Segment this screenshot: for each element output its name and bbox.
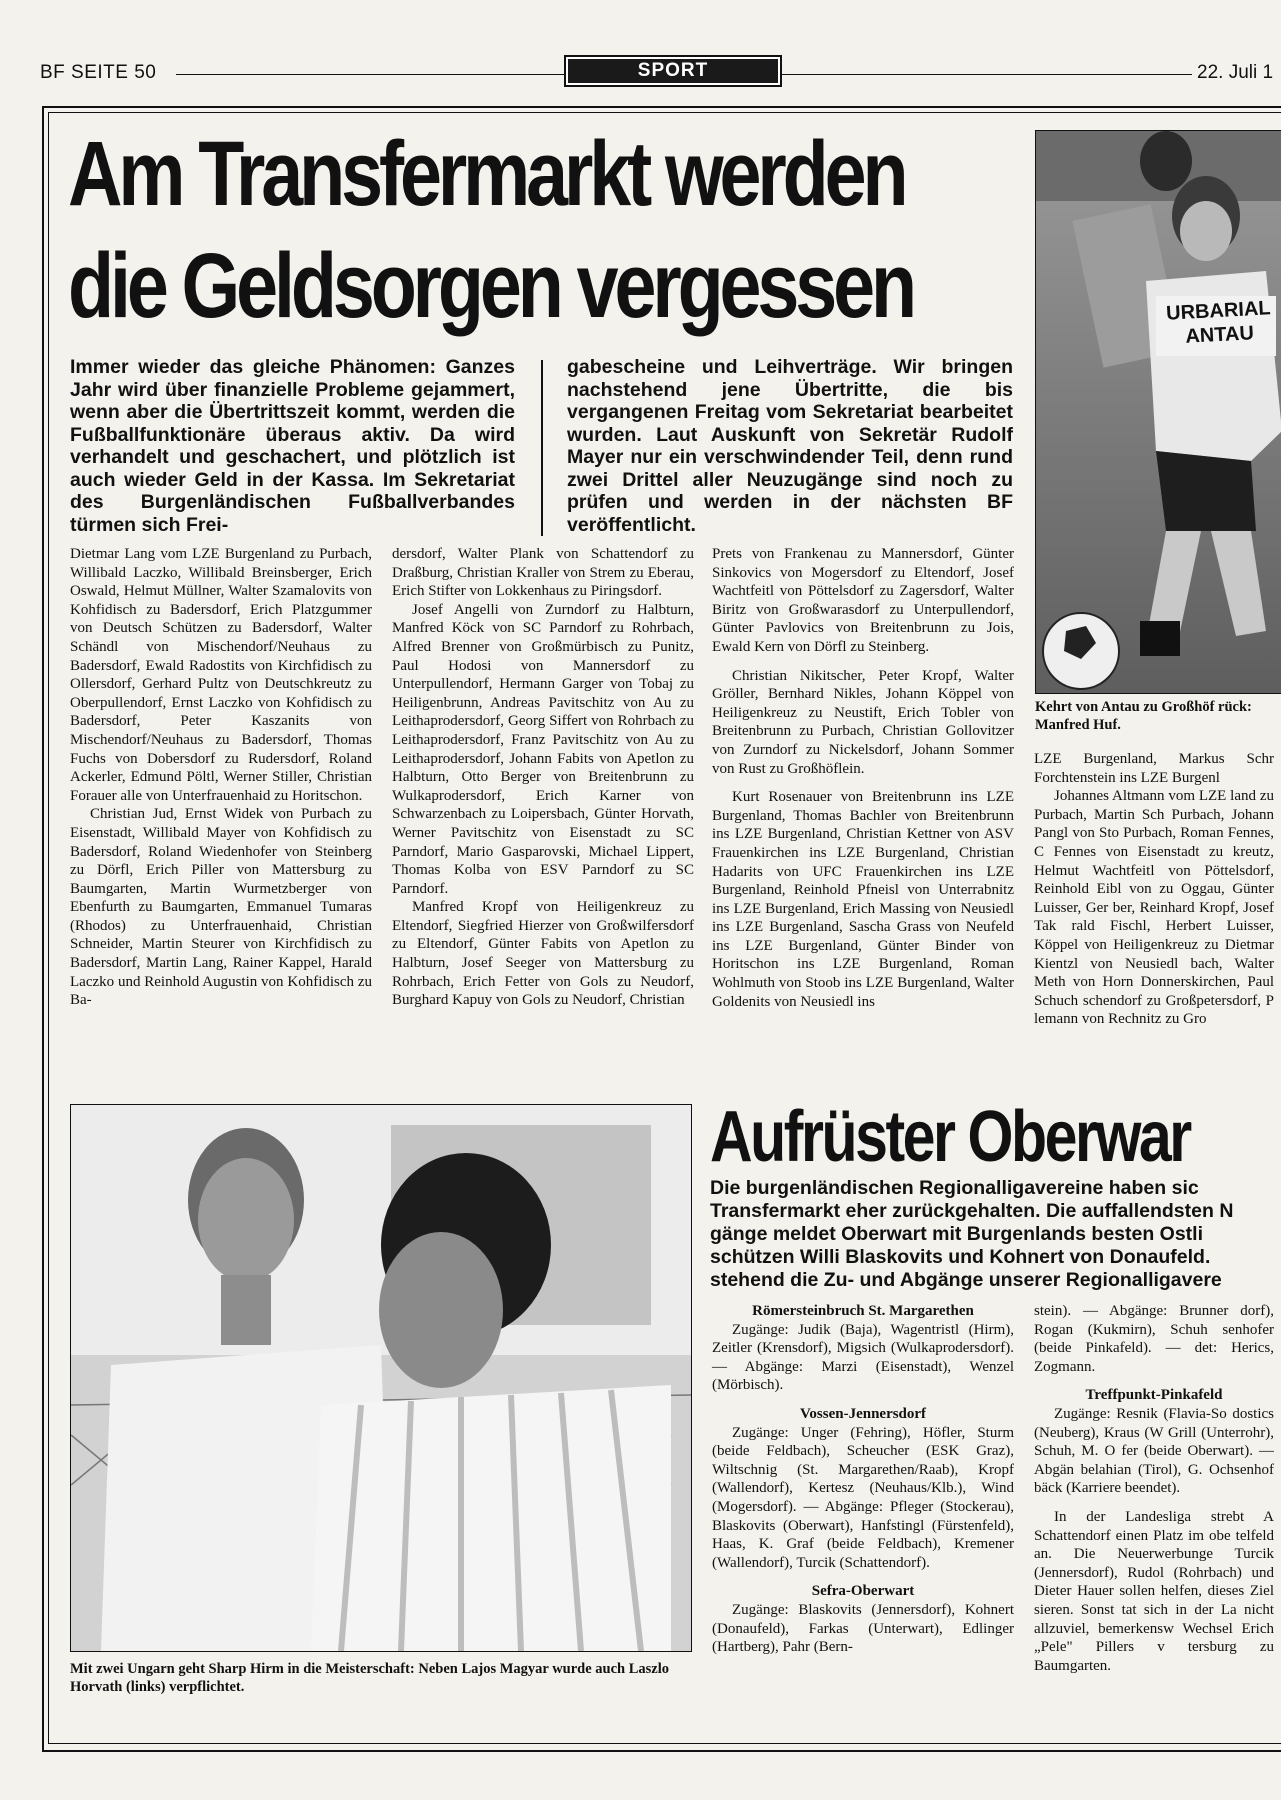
sub-headline: Aufrüster Oberwar bbox=[710, 1097, 1190, 1177]
headline-line-1: Am Transfermarkt werden bbox=[68, 123, 905, 225]
lead-paragraph-right: gabescheine und Leihverträge. Wir bringen nachstehend jene Übertritte, die bis vergangenen Freitag vom Sekretariat bearbeitet wurden. Laut Auskunft von Sekretär Rudolf Mayer nur ein verschwindender Teil, denn rund zwei Drittel aller Neuzugänge sind noch zu prüfen und werden in der nächsten BF veröffentlicht. bbox=[567, 356, 1013, 536]
player-photo-caption: Kehrt von Antau zu Großhöf rück: Manfred Huf. bbox=[1035, 699, 1252, 733]
paragraph: Kurt Rosenauer von Breitenbrunn ins LZE Burgenland, Thomas Bachler von Breitenbrunn ins LZE Burgenland, Christian Kettner von ASV Frauenkirchen ins LZE Burgenland, Christian Hadarits von UFC Frauenkirchen ins LZE Burgenland, Reinhold Pfneisl von Unterrabnitz ins LZE Burgenland, Erich Massing von Neusiedl ins LZE Burgenland, Sascha Grass von Neufeld ins LZE Burgenland, Günter Binder von Horitschon ins LZE Burgenland, Roman Wohlmuth von Stoob ins LZE Burgenland, Walter Goldenits von Neusiedl ins bbox=[712, 789, 1014, 1010]
paragraph: LZE Burgenland, Markus Schr Forchtenstein ins LZE Burgenl bbox=[1034, 751, 1274, 786]
club-heading: Römersteinbruch St. Margarethen bbox=[752, 1303, 974, 1319]
header-rule-right bbox=[782, 74, 1192, 75]
jersey-print: URBARIAL ANTAU bbox=[1165, 297, 1272, 348]
sub-lead-line: Transfermarkt eher zurückgehalten. Die auffallendsten N bbox=[710, 1200, 1234, 1222]
transfer-entry: Zugänge: Judik (Baja), Wagentristl (Hirm), Zeitler (Krensdorf), Migsich (Wulkaprodersdorf). — Abgänge: Marzi (Eisenstadt), Wenzel (Mörbisch). bbox=[712, 1321, 1014, 1394]
sub-lead-line: schützen Willi Blaskovits und Kohnert von Donaufeld. bbox=[710, 1246, 1211, 1268]
coaches-photo-caption: Mit zwei Ungarn geht Sharp Hirm in die Meisterschaft: Neben Lajos Magyar wurde auch Laszlo Horvath (links) verpflichtet. bbox=[70, 1661, 670, 1695]
transfer-column-b bbox=[1034, 1302, 1274, 1722]
page-number: BF SEITE 50 bbox=[40, 62, 157, 83]
transfer-entry: stein). — Abgänge: Brunner dorf), Rogan (Kukmirn), Schuh senhofer (beide Pinkafeld). — det: Herics, Zogmann. bbox=[1034, 1303, 1274, 1375]
body-column-4 bbox=[1034, 750, 1274, 1090]
coaches-photo-image bbox=[71, 1105, 691, 1651]
sub-lead bbox=[710, 1177, 1270, 1292]
section-badge bbox=[564, 55, 782, 87]
sub-lead-line: gänge meldet Oberwart mit Burgenlands besten Ostli bbox=[710, 1223, 1204, 1245]
player-photo-image bbox=[1036, 131, 1281, 693]
paragraph: Prets von Frankenau zu Mannersdorf, Günter Sinkovics von Mogersdorf zu Eltendorf, Josef Wachtfeitl von Pöttelsdorf zu Zagersdorf, Walter Biritz von Großwarasdorf zu Unterpullendorf, Günter Pavlovics von Breitenbrunn zu Jois, Ewald Kern von Dörfl zu Steinberg. bbox=[712, 546, 1014, 655]
paragraph: Dietmar Lang vom LZE Burgenland zu Purbach, Willibald Laczko, Willibald Breinsberger, Erich Oswald, Helmut Müllner, Walter Szamalovits von Kohfidisch zu Badersdorf, Erich Platzgummer von Deutsch Schützen zu Badersdorf, Walter Schändl von Mischendorf/Neuhaus zu Badersdorf, Ewald Radostits von Kirchfidisch zu Ollersdorf, Gerhard Pultz von Deutschkreutz zu Oberpullendorf, Ernst Laczko von Kohfidisch zu Badersdorf, Peter Kaszanits von Mischendorf/Neuhaus zu Badersdorf, Thomas Fuchs von Dobersdorf zu Rudersdorf, Roland Ackerler, Edmund Pöltl, Werner Stiller, Christian Forauer alle von Unterfrauenhaid zu Horitschon. bbox=[70, 546, 372, 804]
sub-lead-line: stehend die Zu- und Abgänge unserer Regionalligavere bbox=[710, 1269, 1222, 1291]
main-headline bbox=[68, 118, 913, 342]
section-label: SPORT bbox=[568, 59, 778, 83]
coaches-photo bbox=[70, 1104, 692, 1652]
sub-lead-line: Die burgenländischen Regionalligavereine haben sic bbox=[710, 1177, 1199, 1199]
issue-date: 22. Juli 1 bbox=[1197, 62, 1274, 83]
headline-line-2: die Geldsorgen vergessen bbox=[68, 235, 913, 337]
club-heading: Sefra-Oberwart bbox=[811, 1583, 915, 1600]
transfer-column-a bbox=[712, 1302, 1014, 1657]
paragraph: Christian Jud, Ernst Widek von Purbach zu Eisenstadt, Willibald Mayer von Kohfidisch zu Badersdorf, Roland Wiedenhofer von Steinberg zu Dörfl, Erich Piller von Mattersburg zu Baumgarten, Martin Wurmetzberger von Ebenfurth zu Baumgarten, Emmanuel Tumaras (Rhodos) zu Unterfrauenhaid, Christian Schneider, Martin Steurer von Kirchfidisch zu Badersdorf, Martin Lang, Rainer Kappel, Harald Laczko und Reinhold Augustin von Kohfidisch zu Ba- bbox=[70, 806, 372, 1009]
paragraph: Johannes Altmann vom LZE land zu Purbach, Martin Sch Purbach, Johann Pangl von Sto Purbach, Roman Fennes, C Fennes von Eisenstadt zu kreutz, Helmut Wachtfeitl von Pöttelsdorf, Reinhold Eibl von zu Oggau, Günter Luisser, Ger ber, Reinhard Kropf, Josef Tak rald Fischl, Herbert Luisser, Köppel von Heiligenkreuz zu Dietmar Kientzl von Neusiedl bach, Walter Meth von Horn Donnerskirchen, Paul Schuch schendorf zu Großpetersdorf, P lemann von Rechnitz zu Gro bbox=[1034, 788, 1274, 1028]
club-heading: Vossen-Jennersdorf bbox=[799, 1405, 927, 1422]
paragraph: dersdorf, Walter Plank von Schattendorf zu Draßburg, Christian Kraller von Strem zu Eberau, Erich Stifter von Lokkenhaus zu Piringsdorf. bbox=[392, 546, 694, 600]
body-column-2 bbox=[392, 545, 694, 1010]
landesliga-paragraph: In der Landesliga strebt A Schattendorf einen Platz im obe telfeld an. Die Neuerwerbunge Turcik (Jennersdorf), Rudol (Rohrbach) und Dieter Hauer sollen helfen, dieses Ziel sieren. Sonst tat sich in der La nicht allzuviel, bemerkensw Wechsel Erich „Pele" Pillers v tersburg zu Baumgarten. bbox=[1034, 1508, 1274, 1674]
body-column-3 bbox=[712, 545, 1014, 1011]
header-rule-left bbox=[176, 74, 564, 75]
player-photo bbox=[1035, 130, 1281, 694]
transfer-entry: Zugänge: Blaskovits (Jennersdorf), Kohnert (Donaufeld), Farkas (Unterwart), Edlinger (Hartberg), Pahr (Bern- bbox=[712, 1601, 1014, 1656]
lead-paragraph-left: Immer wieder das gleiche Phänomen: Ganzes Jahr wird über finanzielle Probleme gejammert, wenn aber die Übertrittszeit kommt, werden die Fußballfunktionäre überaus aktiv. Da wird verhandelt und geschachert, und plötzlich ist auch wieder Geld in der Kassa. Im Sekretariat des Burgenländischen Fußballverbandes türmen sich Frei- bbox=[70, 356, 515, 536]
club-heading: Treffpunkt-Pinkafeld bbox=[1085, 1387, 1223, 1404]
body-column-1 bbox=[70, 545, 372, 1010]
paragraph: Josef Angelli von Zurndorf zu Halbturn, Manfred Köck von SC Parndorf zu Rohrbach, Alfred Brenner von Großmürbisch zu Punitz, Paul Hodosi von Mannersdorf zu Unterpullendorf, Hermann Garger von Tobaj zu Heiligenbrunn, Andreas Pavitschitz von Au zu Leithaprodersdorf, Georg Siffert von Rohrbach zu Leithaprodersdorf, Franz Pavitschitz von Au zu Leithaprodersdorf, Johann Fabits von Apetlon zu Halbturn, Otto Berger von Breitenbrunn zu Wulkaprodersdorf, Erich Karner von Schwarzenbach zu Loipersbach, Günter Horvath, Werner Pavitschitz von Eisenstadt zu SC Parndorf, Mario Gasparovski, Michael Lippert, Thomas Kolba von ESV Parndorf zu SC Parndorf. bbox=[392, 601, 694, 897]
lead-divider bbox=[541, 360, 543, 536]
paragraph: Manfred Kropf von Heiligenkreuz zu Eltendorf, Siegfried Hierzer von Großwilfersdorf zu Eltendorf, Günter Fabits von Apetlon zu Halbturn, Josef Seeger von Mattersburg zu Rohrbach, Erich Fetter von Gols zu Neudorf, Burghard Kapuy von Gols zu Neudorf, Christian bbox=[392, 899, 694, 1009]
transfer-entry: Zugänge: Resnik (Flavia-So dostics (Neuberg), Kraus (W Grill (Unterrohr), Schuh, M. O fer (beide Oberwart). — Abgän belahian (Tirol), G. Ochsenhof bäck (Karriere beendet). bbox=[1034, 1405, 1274, 1497]
paragraph: Christian Nikitscher, Peter Kropf, Walter Gröller, Bernhard Nikles, Johann Köppel von Heiligenkreuz zu Neustift, Erich Tobler von Breitenbrunn zu Purbach, Christian Gollovitzer von Zurndorf zu Nickelsdorf, Johann Sommer von Rust zu Großhöflein. bbox=[712, 667, 1014, 777]
transfer-entry: Zugänge: Unger (Fehring), Höfler, Sturm (beide Feldbach), Scheucher (ESK Graz), Wiltschnig (St. Margarethen/Raab), Kropf (Wallendorf), Kertesz (Neuhaus/Klb.), Wind (Mogersdorf). — Abgänge: Pfleger (Stockerau), Blaskovits (Oberwart), Hanfstingl (Fürstenfeld), Haas, K. Graf (beide Feldbach), Kremener (Wallendorf), Turcik (Schattendorf). bbox=[712, 1424, 1014, 1571]
